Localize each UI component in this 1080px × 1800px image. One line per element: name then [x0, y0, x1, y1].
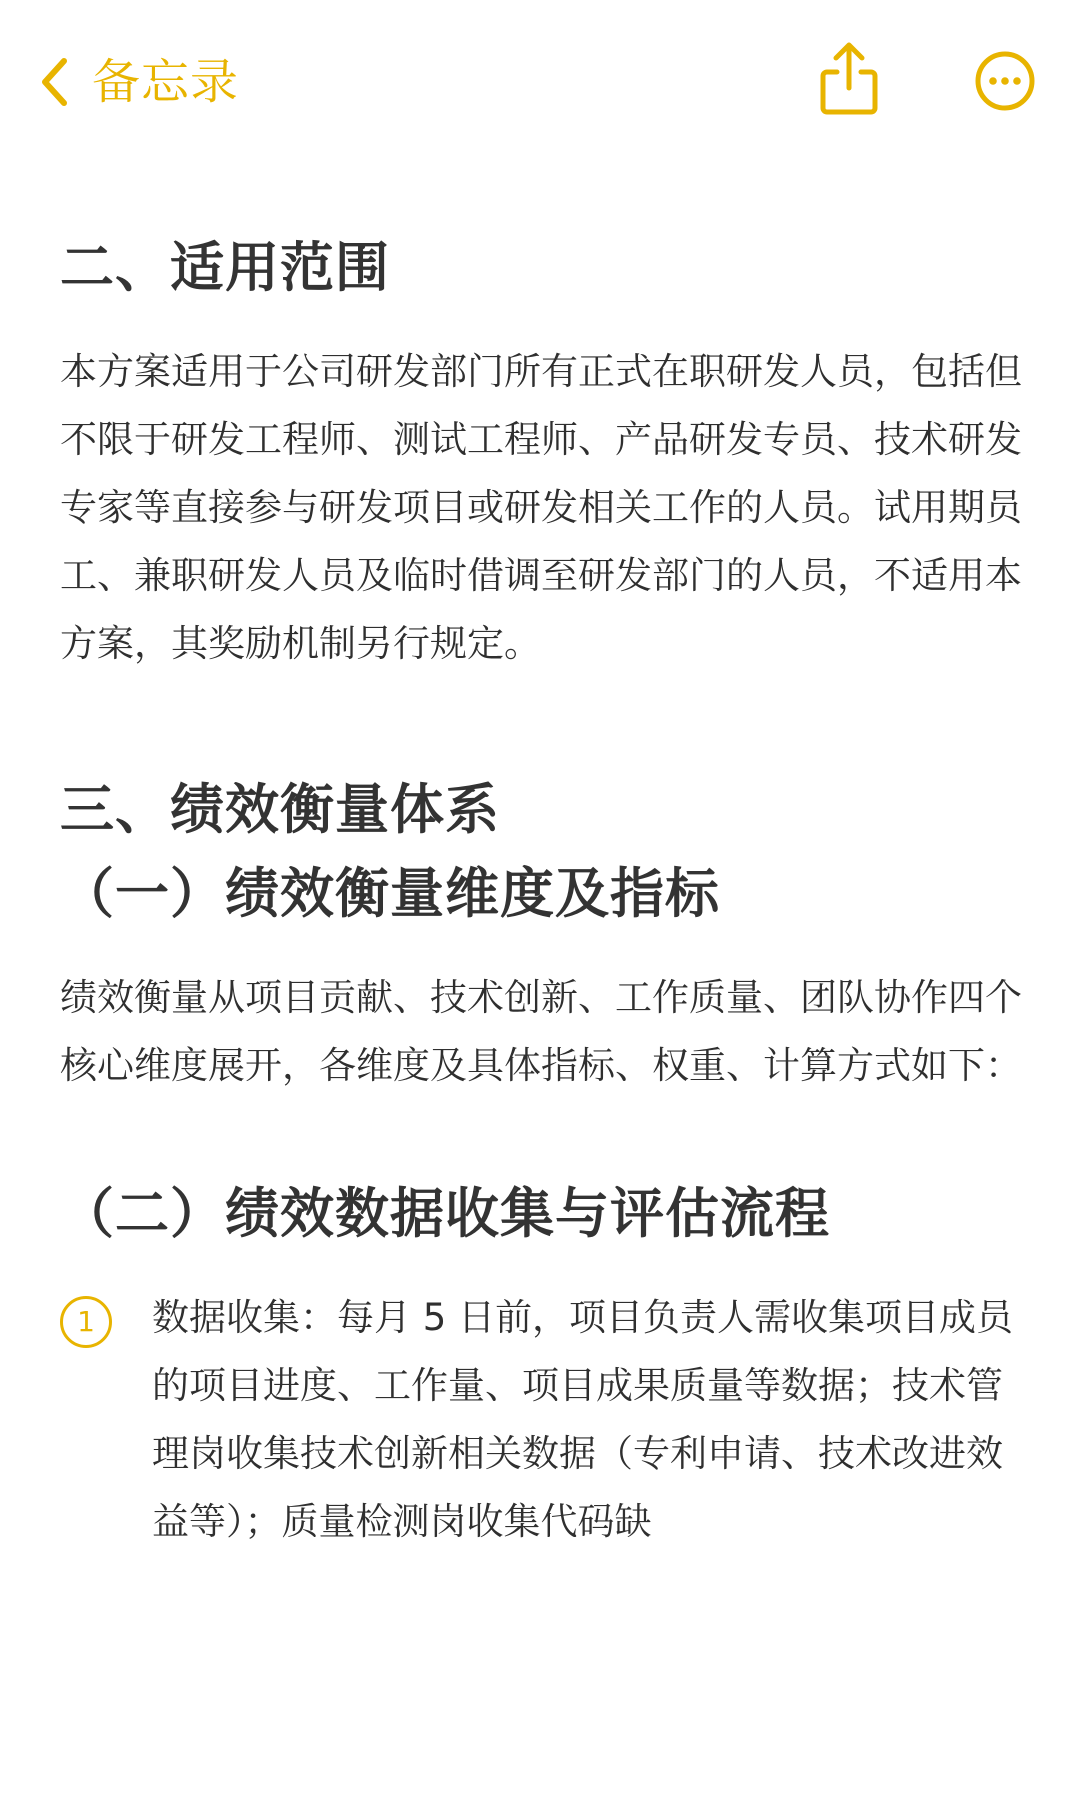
subsection-heading: （一）绩效衡量维度及指标: [60, 862, 720, 925]
spacer: [60, 1100, 1030, 1172]
note-content[interactable]: [60, 226, 1030, 1556]
numbered-list-marker: 1: [60, 1296, 112, 1348]
section-heading: 二、适用范围: [60, 236, 390, 299]
spacer: [60, 936, 1030, 964]
spacer: [60, 1256, 1030, 1284]
more-button[interactable]: [974, 50, 1036, 112]
back-button[interactable]: [40, 42, 239, 122]
navigation-bar: [0, 0, 1080, 165]
spacer: [60, 310, 1030, 338]
subsection-heading: （二）绩效数据收集与评估流程: [60, 1182, 830, 1245]
list-item-text: 数据收集：每月 5 日前，项目负责人需收集项目成员的项目进度、工作量、项目成果质量等数据；技术管理岗收集技术创新相关数据（专利申请、技术改进效益等）；质量检测岗收集代码缺: [152, 1296, 1014, 1543]
spacer: [60, 678, 1030, 768]
paragraph: 绩效衡量从项目贡献、技术创新、工作质量、团队协作四个核心维度展开，各维度及具体指标、权重、计算方式如下：: [60, 976, 1022, 1087]
paragraph: 本方案适用于公司研发部门所有正式在职研发人员，包括但不限于研发工程师、测试工程师、产品研发专员、技术研发专家等直接参与研发项目或研发相关工作的人员。试用期员工、兼职研发人员及临时借调至研发部门的人员，不适用本方案，其奖励机制另行规定。: [60, 350, 1022, 665]
list-item: [60, 1284, 1030, 1556]
chevron-left-icon: [40, 57, 70, 107]
section-heading: 三、绩效衡量体系: [60, 778, 500, 841]
share-icon: [818, 40, 880, 116]
more-icon: [974, 50, 1036, 112]
back-label: 备忘录: [92, 54, 240, 110]
share-button[interactable]: [818, 40, 880, 116]
